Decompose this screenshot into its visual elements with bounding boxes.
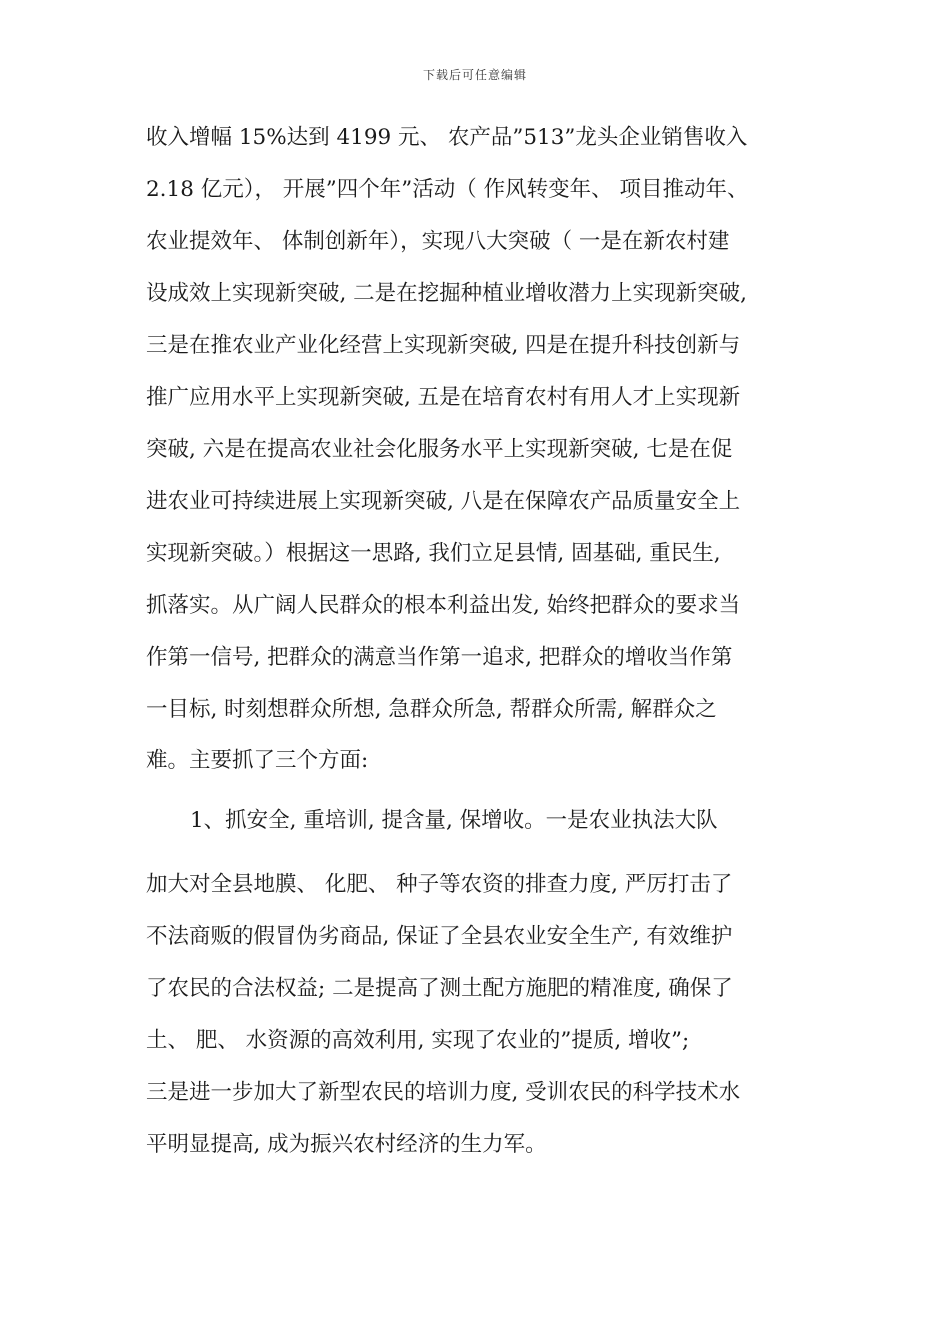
text-line: 一目标, 时刻想群众所想, 急群众所急, 帮群众所需, 解群众之 [146, 697, 717, 722]
text-line: 加大对全县地膜、 化肥、 种子等农资的排查力度, 严厉打击了 [146, 872, 733, 897]
text-line: 突破, 六是在提高农业社会化服务水平上实现新突破, 七是在促 [146, 437, 733, 462]
text-line: 难。主要抓了三个方面: [146, 748, 369, 773]
text-line: 设成效上实现新突破, 二是在挖掘种植业增收潜力上实现新突破, [146, 281, 748, 306]
text-line: 实现新突破。）根据这一思路, 我们立足县情, 固基础, 重民生, [146, 541, 721, 566]
text-line: 推广应用水平上实现新突破, 五是在培育农村有用人才上实现新 [146, 385, 741, 410]
text-line: 抓落实。从广阔人民群众的根本利益出发, 始终把群众的要求当 [146, 593, 741, 618]
text-line: 土、 肥、 水资源的高效利用, 实现了农业的”提质, 增收”; [146, 1028, 690, 1053]
text-line: 进农业可持续进展上实现新突破, 八是在保障农产品质量安全上 [146, 489, 741, 514]
text-line: 1、抓安全, 重培训, 提含量, 保增收。一是农业执法大队 [190, 808, 718, 833]
text-line: 三是进一步加大了新型农民的培训力度, 受训农民的科学技术水 [146, 1080, 741, 1105]
text-line: 收入增幅 15%达到 4199 元、 农产品”513”龙头企业销售收入 [146, 125, 748, 150]
text-line: 三是在推农业产业化经营上实现新突破, 四是在提升科技创新与 [146, 333, 741, 358]
text-line: 不法商贩的假冒伪劣商品, 保证了全县农业安全生产, 有效维护 [146, 924, 733, 949]
text-line: 作第一信号, 把群众的满意当作第一追求, 把群众的增收当作第 [146, 645, 733, 670]
text-line: 2.18 亿元）， 开展”四个年”活动（ 作风转变年、 项目推动年、 [146, 177, 749, 202]
page-header-note: 下载后可任意编辑 [422, 68, 527, 82]
text-line: 平明显提高, 成为振兴农村经济的生力军。 [146, 1132, 547, 1157]
text-line: 了农民的合法权益; 二是提高了测土配方施肥的精准度, 确保了 [146, 976, 733, 1001]
text-line: 农业提效年、 体制创新年），实现八大突破（ 一是在新农村建 [146, 229, 730, 254]
